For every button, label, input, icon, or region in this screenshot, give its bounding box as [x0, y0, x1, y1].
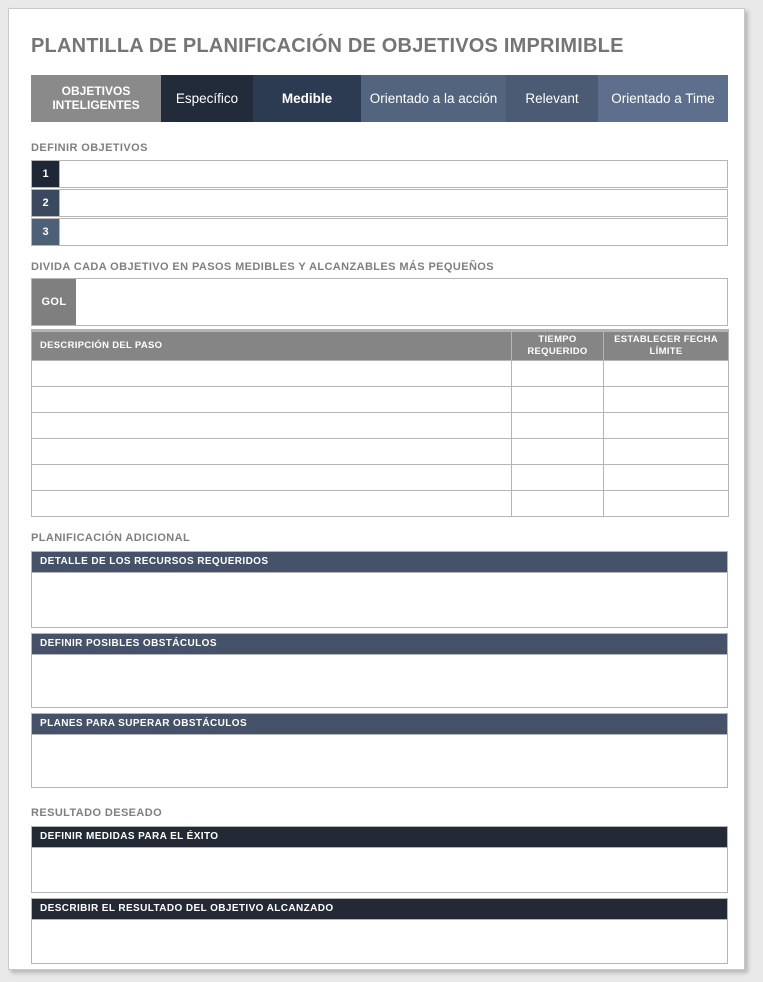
step-time-cell[interactable]	[512, 438, 604, 464]
column-header-descripcion: DESCRIPCIÓN DEL PASO	[32, 331, 512, 361]
document-page	[8, 8, 745, 970]
step-description-cell[interactable]	[32, 438, 512, 464]
objective-row	[31, 160, 728, 188]
success-measures-block	[31, 826, 728, 893]
obstacles-block-label: DEFINIR POSIBLES OBSTÁCULOS	[31, 633, 728, 654]
step-time-cell[interactable]	[512, 360, 604, 386]
objective-number-badge: 3	[32, 219, 59, 245]
smart-goals-header	[31, 75, 728, 122]
goal-field[interactable]	[76, 279, 727, 325]
step-time-cell[interactable]	[512, 412, 604, 438]
step-description-cell[interactable]	[32, 412, 512, 438]
success-measures-field[interactable]	[31, 847, 728, 893]
objective-2-field[interactable]	[59, 190, 727, 216]
resources-block	[31, 551, 728, 628]
table-row	[32, 386, 729, 412]
steps-table-header-row	[32, 331, 729, 361]
step-deadline-cell[interactable]	[604, 490, 729, 516]
overcome-plans-field[interactable]	[31, 734, 728, 788]
step-time-cell[interactable]	[512, 490, 604, 516]
step-description-cell[interactable]	[32, 490, 512, 516]
heading-planificacion-adicional: PLANIFICACIÓN ADICIONAL	[31, 531, 191, 544]
obstacles-field[interactable]	[31, 654, 728, 708]
step-deadline-cell[interactable]	[604, 438, 729, 464]
tab-objetivos-inteligentes: OBJETIVOS INTELIGENTES	[31, 75, 161, 122]
heading-resultado-deseado: RESULTADO DESEADO	[31, 806, 163, 819]
tab-orientado-accion: Orientado a la acción	[361, 75, 506, 122]
tab-medible: Medible	[253, 75, 361, 122]
table-row	[32, 464, 729, 490]
overcome-plans-block	[31, 713, 728, 788]
objective-1-field[interactable]	[59, 161, 727, 187]
column-header-fecha: ESTABLECER FECHA LÍMITE	[604, 331, 729, 361]
objectives-list	[31, 160, 728, 246]
step-deadline-cell[interactable]	[604, 360, 729, 386]
steps-table	[31, 329, 729, 517]
goal-label: GOL	[32, 279, 76, 325]
tab-orientado-time: Orientado a Time	[598, 75, 728, 122]
table-row	[32, 360, 729, 386]
goal-block	[31, 278, 728, 326]
step-description-cell[interactable]	[32, 386, 512, 412]
objective-3-field[interactable]	[59, 219, 727, 245]
tab-especifico: Específico	[161, 75, 253, 122]
objective-row	[31, 189, 728, 217]
step-deadline-cell[interactable]	[604, 412, 729, 438]
achieved-result-field[interactable]	[31, 919, 728, 964]
heading-definir-objetivos: DEFINIR OBJETIVOS	[31, 142, 148, 154]
achieved-result-label: DESCRIBIR EL RESULTADO DEL OBJETIVO ALCANZADO	[31, 898, 728, 919]
column-header-tiempo: TIEMPO REQUERIDO	[512, 331, 604, 361]
obstacles-block	[31, 633, 728, 708]
objective-row	[31, 218, 728, 246]
page-title: PLANTILLA DE PLANIFICACIÓN DE OBJETIVOS IMPRIMIBLE	[31, 35, 624, 57]
objective-number-badge: 1	[32, 161, 59, 187]
success-measures-label: DEFINIR MEDIDAS PARA EL ÉXITO	[31, 826, 728, 847]
resources-field[interactable]	[31, 572, 728, 628]
achieved-result-block	[31, 898, 728, 964]
objective-number-badge: 2	[32, 190, 59, 216]
step-description-cell[interactable]	[32, 464, 512, 490]
overcome-plans-block-label: PLANES PARA SUPERAR OBSTÁCULOS	[31, 713, 728, 734]
step-description-cell[interactable]	[32, 360, 512, 386]
tab-relevant: Relevant	[506, 75, 598, 122]
table-row	[32, 412, 729, 438]
heading-divida-objetivo: DIVIDA CADA OBJETIVO EN PASOS MEDIBLES Y ALCANZABLES MÁS PEQUEÑOS	[31, 261, 494, 273]
table-row	[32, 438, 729, 464]
step-deadline-cell[interactable]	[604, 386, 729, 412]
table-row	[32, 490, 729, 516]
step-time-cell[interactable]	[512, 386, 604, 412]
step-deadline-cell[interactable]	[604, 464, 729, 490]
resources-block-label: DETALLE DE LOS RECURSOS REQUERIDOS	[31, 551, 728, 572]
step-time-cell[interactable]	[512, 464, 604, 490]
